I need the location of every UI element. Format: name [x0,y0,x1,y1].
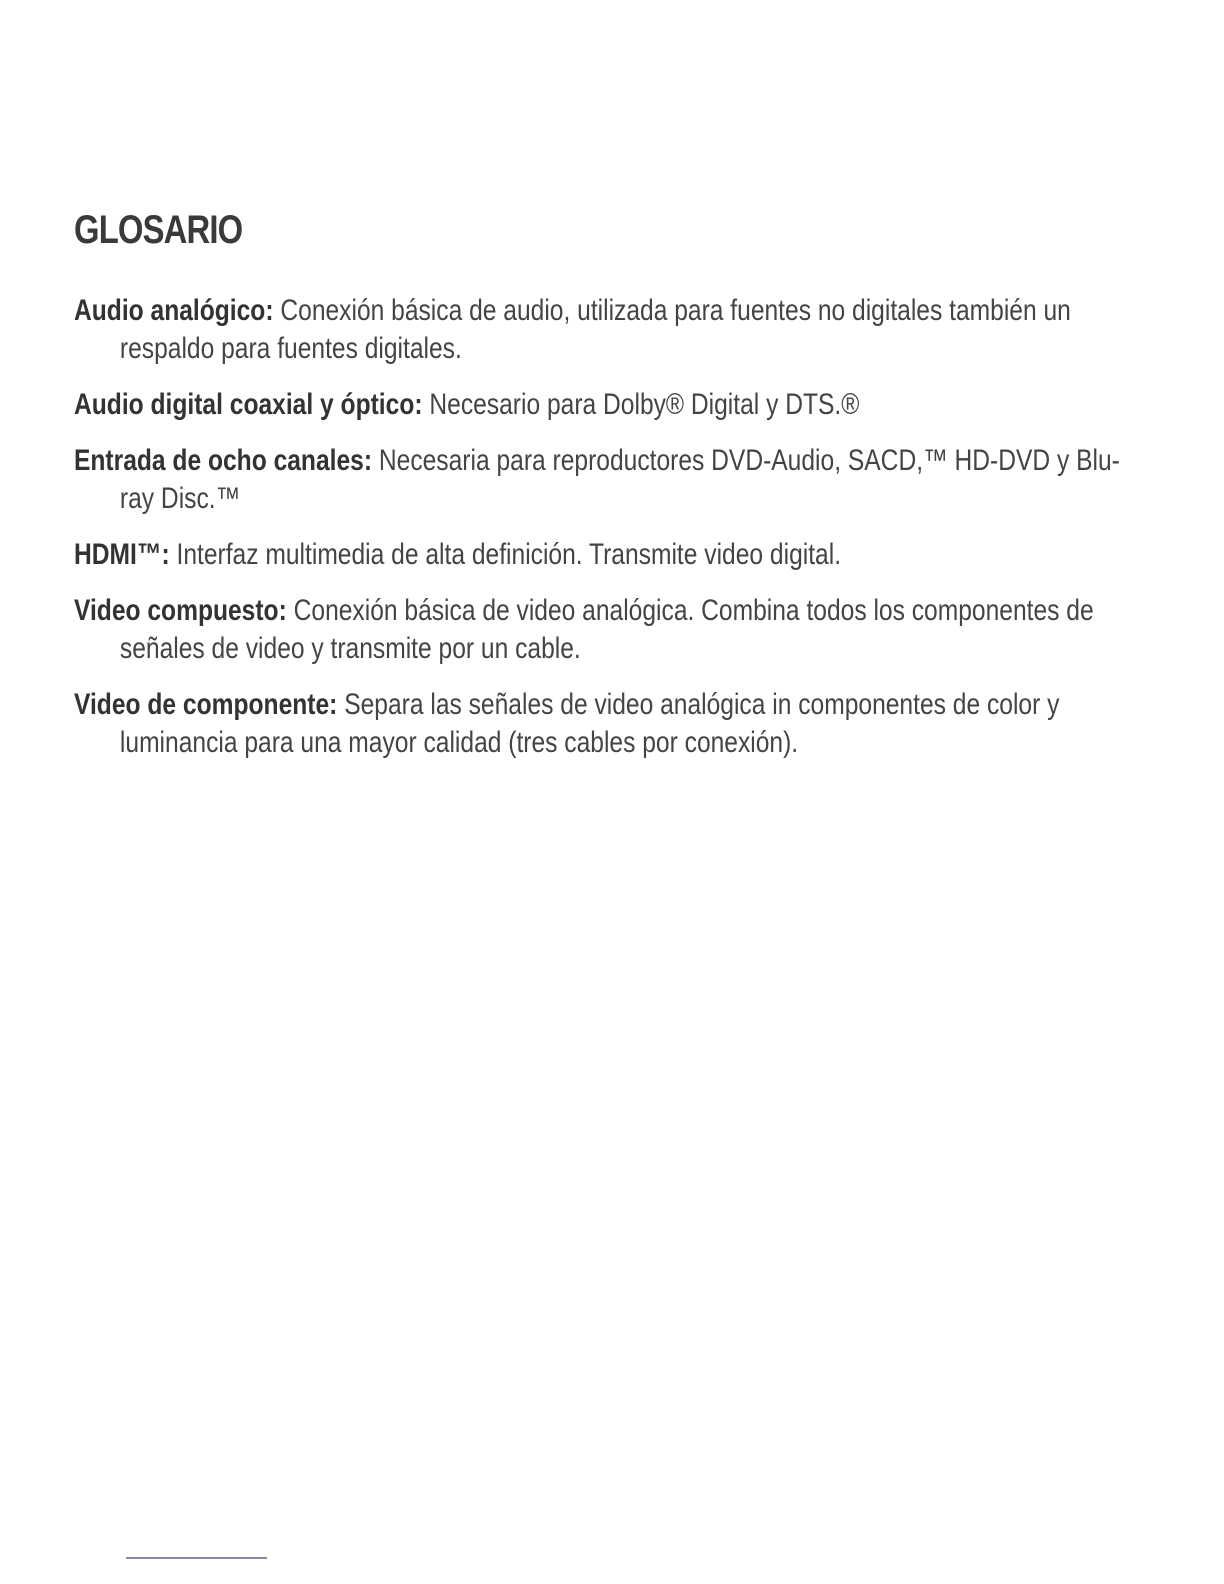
glossary-definition: Conexión básica de video analógica. Combina todos los componentes de señales de video y transmite por un cable. [119,594,1094,665]
glossary-definition: Necesaria para reproductores DVD-Audio, SACD,™ HD-DVD y Blu-ray Disc.™ [119,444,1120,515]
glossary-entry [74,536,1140,574]
glossary-list [74,292,1140,780]
glossary-entry [74,386,1140,424]
glossary-entry [74,686,1140,762]
glossary-entry [74,442,1140,518]
glossary-term: Entrada de ocho canales: [74,444,373,477]
glossary-term: Audio digital coaxial y óptico: [74,388,423,421]
glossary-entry [74,292,1140,368]
page-title: GLOSARIO [74,208,243,252]
glossary-term: HDMI™: [74,538,170,571]
glossary-term: Audio analógico: [74,294,274,327]
footer-rule [126,1557,267,1559]
glossary-term: Video compuesto: [74,594,287,627]
glossary-definition: Interfaz multimedia de alta definición. Transmite video digital. [176,538,842,571]
glossary-definition: Separa las señales de video analógica in componentes de color y luminancia para una mayor calidad (tres cables por conexión). [119,688,1060,759]
glossary-definition: Necesario para Dolby® Digital y DTS.® [429,388,860,421]
glossary-definition: Conexión básica de audio, utilizada para fuentes no digitales también un respaldo para fuentes digitales. [119,294,1071,365]
glossary-term: Video de componente: [74,688,338,721]
glossary-entry [74,592,1140,668]
